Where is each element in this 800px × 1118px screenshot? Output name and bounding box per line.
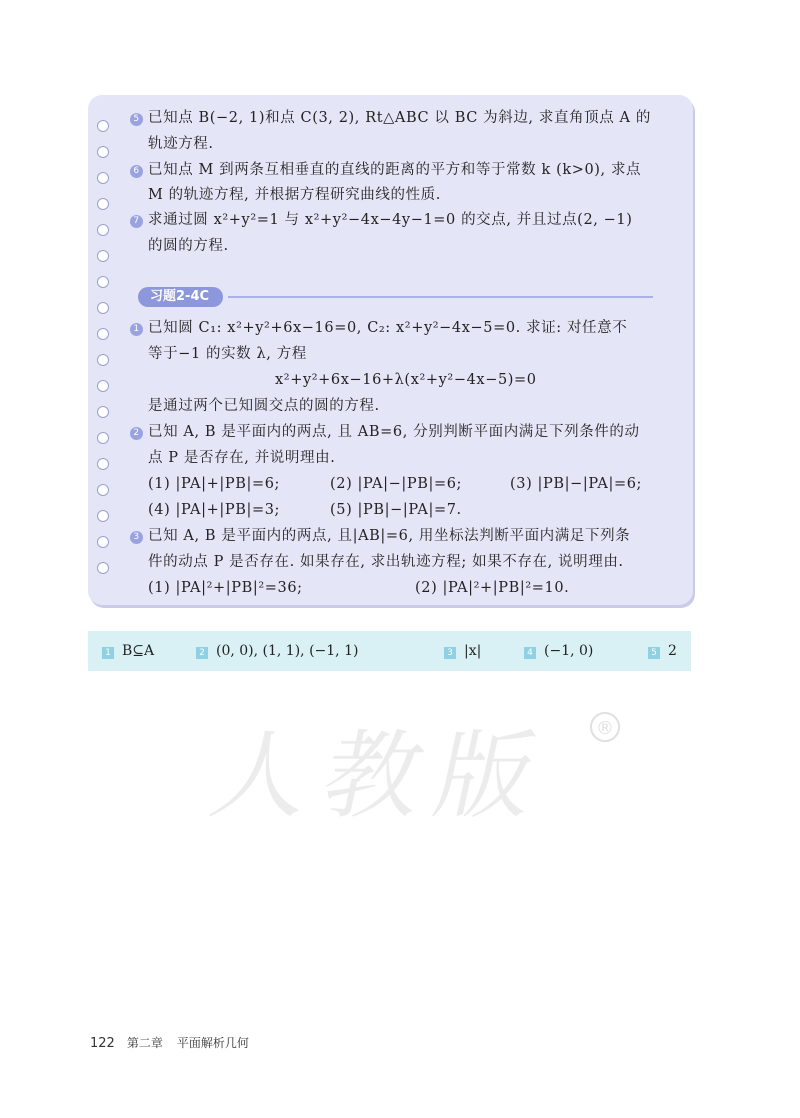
exercise-c1-line-2: 等于−1 的实数 λ, 方程 xyxy=(148,346,307,362)
binder-ring xyxy=(97,432,109,444)
answer-number-badge: 1 xyxy=(102,647,114,659)
section-heading xyxy=(138,287,653,307)
exercise-c3-item-2: (2) |PA|²+|PB|²=10. xyxy=(415,580,570,596)
binder-ring xyxy=(97,536,109,548)
exercise-c2-item-2: (2) |PA|−|PB|=6; xyxy=(330,476,463,492)
exercise-c2-line-2: 点 P 是否存在, 并说明理由. xyxy=(148,450,336,466)
exercise-6-line-2: M 的轨迹方程, 并根据方程研究曲线的性质. xyxy=(148,187,441,203)
binder-ring xyxy=(97,146,109,158)
exercise-text: 已知 A, B 是平面内的两点, 且|AB|=6, 用坐标法判断平面内满足下列条 xyxy=(148,528,631,544)
section-heading-label: 习题2-4C xyxy=(138,287,223,307)
binder-ring xyxy=(97,328,109,340)
exercise-c3-item-1: (1) |PA|²+|PB|²=36; xyxy=(148,580,303,596)
exercise-7-line-2: 的圆的方程. xyxy=(148,238,229,254)
binder-ring xyxy=(97,458,109,470)
exercise-c2-item-1: (1) |PA|+|PB|=6; xyxy=(148,476,281,492)
binder-ring xyxy=(97,250,109,262)
answer-number-badge: 5 xyxy=(648,647,660,659)
binder-ring xyxy=(97,276,109,288)
exercise-text: 已知点 B(−2, 1)和点 C(3, 2), Rt△ABC 以 BC 为斜边, 求直角顶点 A 的 xyxy=(148,110,651,126)
footer-title: 平面解析几何 xyxy=(176,1036,249,1050)
answer-text: B⊆A xyxy=(122,643,155,659)
answer-strip xyxy=(88,631,691,671)
binder-rings xyxy=(97,108,113,588)
section-heading-rule xyxy=(228,296,653,298)
exercise-c1-line-3: 是通过两个已知圆交点的圆的方程. xyxy=(148,398,380,414)
exercise-number-badge: 5 xyxy=(130,113,143,126)
binder-ring xyxy=(97,198,109,210)
binder-ring xyxy=(97,484,109,496)
answer-item xyxy=(648,631,677,671)
exercise-5-line-2: 轨迹方程. xyxy=(148,136,214,152)
exercise-c2-item-5: (5) |PB|−|PA|=7. xyxy=(330,502,462,518)
binder-ring xyxy=(97,172,109,184)
publisher-watermark: 人教版 xyxy=(201,720,562,832)
binder-ring xyxy=(97,120,109,132)
binder-ring xyxy=(97,510,109,522)
answer-number-badge: 2 xyxy=(196,647,208,659)
exercise-number-badge: 7 xyxy=(130,215,143,228)
registered-mark-icon: ® xyxy=(590,712,620,742)
answer-number-badge: 4 xyxy=(524,647,536,659)
exercise-number-badge: 3 xyxy=(130,531,143,544)
footer-chapter: 第二章 xyxy=(126,1036,163,1050)
answer-text: (0, 0), (1, 1), (−1, 1) xyxy=(216,643,359,659)
exercise-c2-line-1 xyxy=(130,422,640,442)
page-number: 122 xyxy=(90,1036,115,1051)
answer-item xyxy=(196,631,358,671)
exercise-7-line-1 xyxy=(130,210,633,230)
exercise-c3-line-2: 件的动点 P 是否存在. 如果存在, 求出轨迹方程; 如果不存在, 说明理由. xyxy=(148,554,624,570)
binder-ring xyxy=(97,406,109,418)
answer-number-badge: 3 xyxy=(444,647,456,659)
binder-ring xyxy=(97,224,109,236)
answer-item xyxy=(102,631,154,671)
exercise-text: 求通过圆 x²+y²=1 与 x²+y²−4x−4y−1=0 的交点, 并且过点(2, −1) xyxy=(148,212,633,228)
answer-text: 2 xyxy=(668,643,677,659)
answer-text: |x| xyxy=(464,643,482,659)
exercise-text: 已知点 M 到两条互相垂直的直线的距离的平方和等于常数 k (k>0), 求点 xyxy=(148,162,642,178)
answer-item xyxy=(524,631,593,671)
exercise-number-badge: 2 xyxy=(130,427,143,440)
exercise-c1-line-1 xyxy=(130,318,627,338)
exercise-c2-item-4: (4) |PA|+|PB|=3; xyxy=(148,502,281,518)
exercise-5-line-1 xyxy=(130,108,651,128)
answer-text: (−1, 0) xyxy=(544,643,594,659)
exercise-text: 已知圆 C₁: x²+y²+6x−16=0, C₂: x²+y²−4x−5=0. 求证: 对任意不 xyxy=(148,320,628,336)
exercise-6-line-1 xyxy=(130,160,641,180)
exercise-c2-item-3: (3) |PB|−|PA|=6; xyxy=(510,476,643,492)
exercise-text: 已知 A, B 是平面内的两点, 且 AB=6, 分别判断平面内满足下列条件的动 xyxy=(148,424,640,440)
answer-item xyxy=(444,631,481,671)
exercise-c1-formula: x²+y²+6x−16+λ(x²+y²−4x−5)=0 xyxy=(275,372,537,388)
page-footer xyxy=(90,1034,249,1051)
exercise-number-badge: 1 xyxy=(130,323,143,336)
exercise-number-badge: 6 xyxy=(130,165,143,178)
binder-ring xyxy=(97,354,109,366)
binder-ring xyxy=(97,380,109,392)
binder-ring xyxy=(97,562,109,574)
binder-ring xyxy=(97,302,109,314)
exercise-c3-line-1 xyxy=(130,526,630,546)
